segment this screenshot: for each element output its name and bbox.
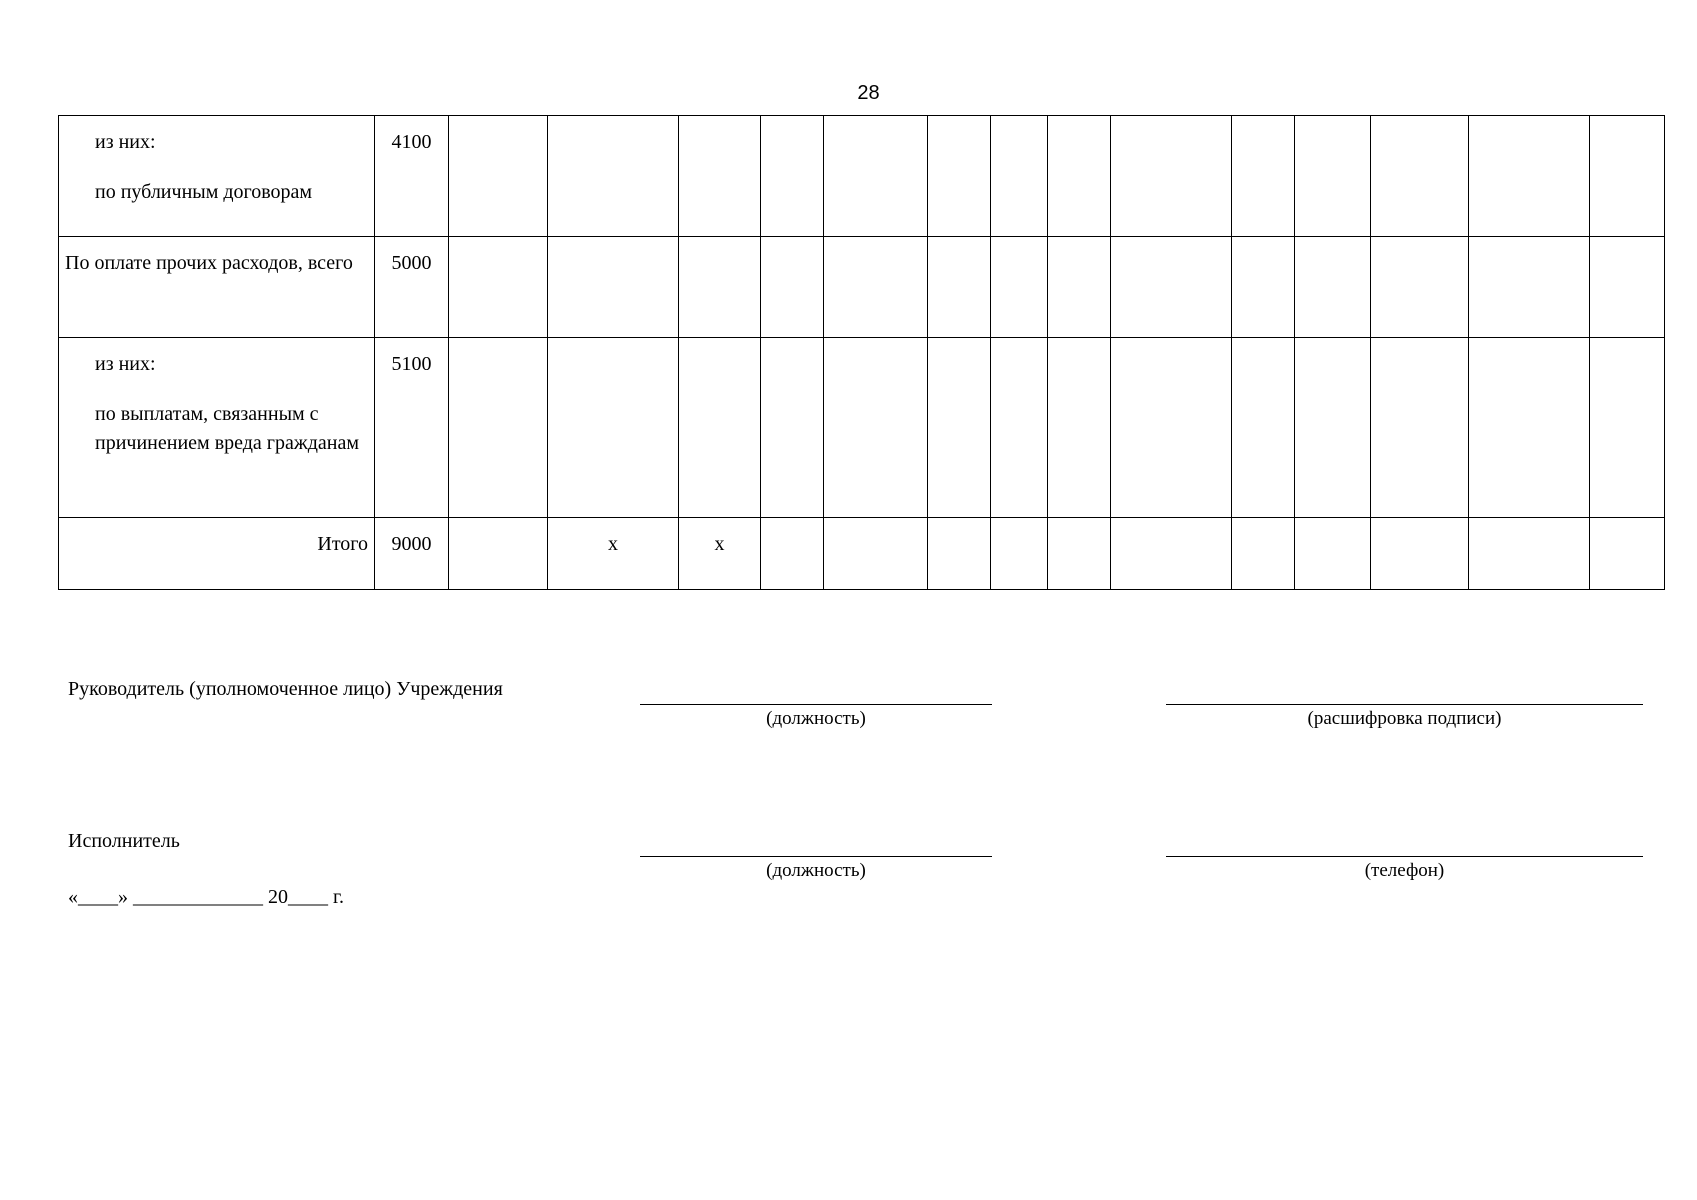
- data-cell[interactable]: [1371, 116, 1469, 237]
- table-row: [59, 518, 1665, 590]
- data-cell[interactable]: [824, 237, 928, 338]
- row-name-cell: [59, 237, 375, 338]
- data-cell[interactable]: [1371, 237, 1469, 338]
- data-cell[interactable]: [761, 237, 824, 338]
- table-row: [59, 116, 1665, 237]
- row-name-line: из них:: [95, 131, 156, 153]
- data-cell[interactable]: [1371, 518, 1469, 590]
- row-code-cell: 4100: [375, 116, 449, 237]
- data-cell[interactable]: [928, 518, 991, 590]
- executor-label: Исполнитель: [68, 830, 180, 852]
- data-cell[interactable]: [1295, 518, 1371, 590]
- data-cell[interactable]: [1295, 237, 1371, 338]
- data-cell[interactable]: [1048, 237, 1111, 338]
- table-row: [59, 338, 1665, 518]
- head-decoding-caption: (расшифровка подписи): [1307, 708, 1502, 729]
- data-cell[interactable]: [761, 518, 824, 590]
- data-cell[interactable]: [991, 338, 1048, 518]
- data-cell[interactable]: [449, 116, 548, 237]
- row-code-cell: 9000: [375, 518, 449, 590]
- data-cell[interactable]: [1469, 116, 1590, 237]
- row-name-line: Итого: [317, 533, 368, 555]
- table-row: [59, 237, 1665, 338]
- row-name-line: По оплате прочих расходов, всего: [65, 252, 353, 274]
- row-name-cell: [59, 116, 375, 237]
- row-code-cell: 5100: [375, 338, 449, 518]
- executor-position-caption: (должность): [766, 860, 866, 881]
- data-cell[interactable]: [1469, 338, 1590, 518]
- data-cell[interactable]: [761, 116, 824, 237]
- data-cell[interactable]: [991, 116, 1048, 237]
- data-cell[interactable]: [991, 237, 1048, 338]
- row-name-cell: [59, 518, 375, 590]
- data-cell[interactable]: [1111, 338, 1232, 518]
- data-cell[interactable]: [679, 116, 761, 237]
- data-cell[interactable]: [928, 237, 991, 338]
- data-cell[interactable]: [1590, 116, 1665, 237]
- data-cell[interactable]: [1048, 518, 1111, 590]
- data-cell[interactable]: [1232, 237, 1295, 338]
- data-cell[interactable]: [449, 518, 548, 590]
- data-cell[interactable]: [1295, 338, 1371, 518]
- data-cell[interactable]: [1048, 116, 1111, 237]
- head-decoding-line[interactable]: [1166, 704, 1643, 705]
- data-cell[interactable]: [548, 237, 679, 338]
- data-cell[interactable]: [761, 338, 824, 518]
- executor-phone-caption: (телефон): [1364, 860, 1445, 881]
- data-cell[interactable]: [928, 338, 991, 518]
- data-cell[interactable]: [679, 237, 761, 338]
- data-cell[interactable]: [824, 116, 928, 237]
- data-cell[interactable]: [1469, 518, 1590, 590]
- row-name-line: по публичным договорам: [95, 181, 313, 203]
- page-number: 28: [857, 82, 880, 104]
- row-code-cell: 5000: [375, 237, 449, 338]
- data-cell[interactable]: [548, 116, 679, 237]
- data-cell[interactable]: [824, 338, 928, 518]
- report-table: [58, 115, 1665, 590]
- data-cell[interactable]: [1371, 338, 1469, 518]
- data-cell[interactable]: [548, 338, 679, 518]
- data-cell[interactable]: [1232, 116, 1295, 237]
- data-cell[interactable]: [1469, 237, 1590, 338]
- head-position-caption: (должность): [766, 708, 866, 729]
- data-cell[interactable]: [1111, 518, 1232, 590]
- data-cell[interactable]: [1232, 518, 1295, 590]
- data-cell[interactable]: [991, 518, 1048, 590]
- data-cell[interactable]: [1590, 237, 1665, 338]
- data-cell[interactable]: [449, 237, 548, 338]
- data-cell[interactable]: x: [548, 518, 679, 590]
- data-cell[interactable]: [1111, 237, 1232, 338]
- head-position-line[interactable]: [640, 704, 992, 705]
- data-cell[interactable]: [449, 338, 548, 518]
- executor-position-line[interactable]: [640, 856, 992, 857]
- data-cell[interactable]: x: [679, 518, 761, 590]
- data-cell[interactable]: [1590, 518, 1665, 590]
- data-cell[interactable]: [1232, 338, 1295, 518]
- data-cell[interactable]: [679, 338, 761, 518]
- data-cell[interactable]: [824, 518, 928, 590]
- data-cell[interactable]: [1111, 116, 1232, 237]
- row-name-line: по выплатам, связанным с причинением вреда гражданам: [95, 403, 359, 454]
- executor-phone-line[interactable]: [1166, 856, 1643, 857]
- data-cell[interactable]: [928, 116, 991, 237]
- data-cell[interactable]: [1295, 116, 1371, 237]
- head-label: Руководитель (уполномоченное лицо) Учреждения: [68, 678, 503, 700]
- row-name-line: из них:: [95, 353, 156, 375]
- data-cell[interactable]: [1590, 338, 1665, 518]
- table-body: [59, 116, 1665, 590]
- date-line[interactable]: «____» _____________ 20____ г.: [68, 886, 344, 908]
- row-name-cell: [59, 338, 375, 518]
- data-cell[interactable]: [1048, 338, 1111, 518]
